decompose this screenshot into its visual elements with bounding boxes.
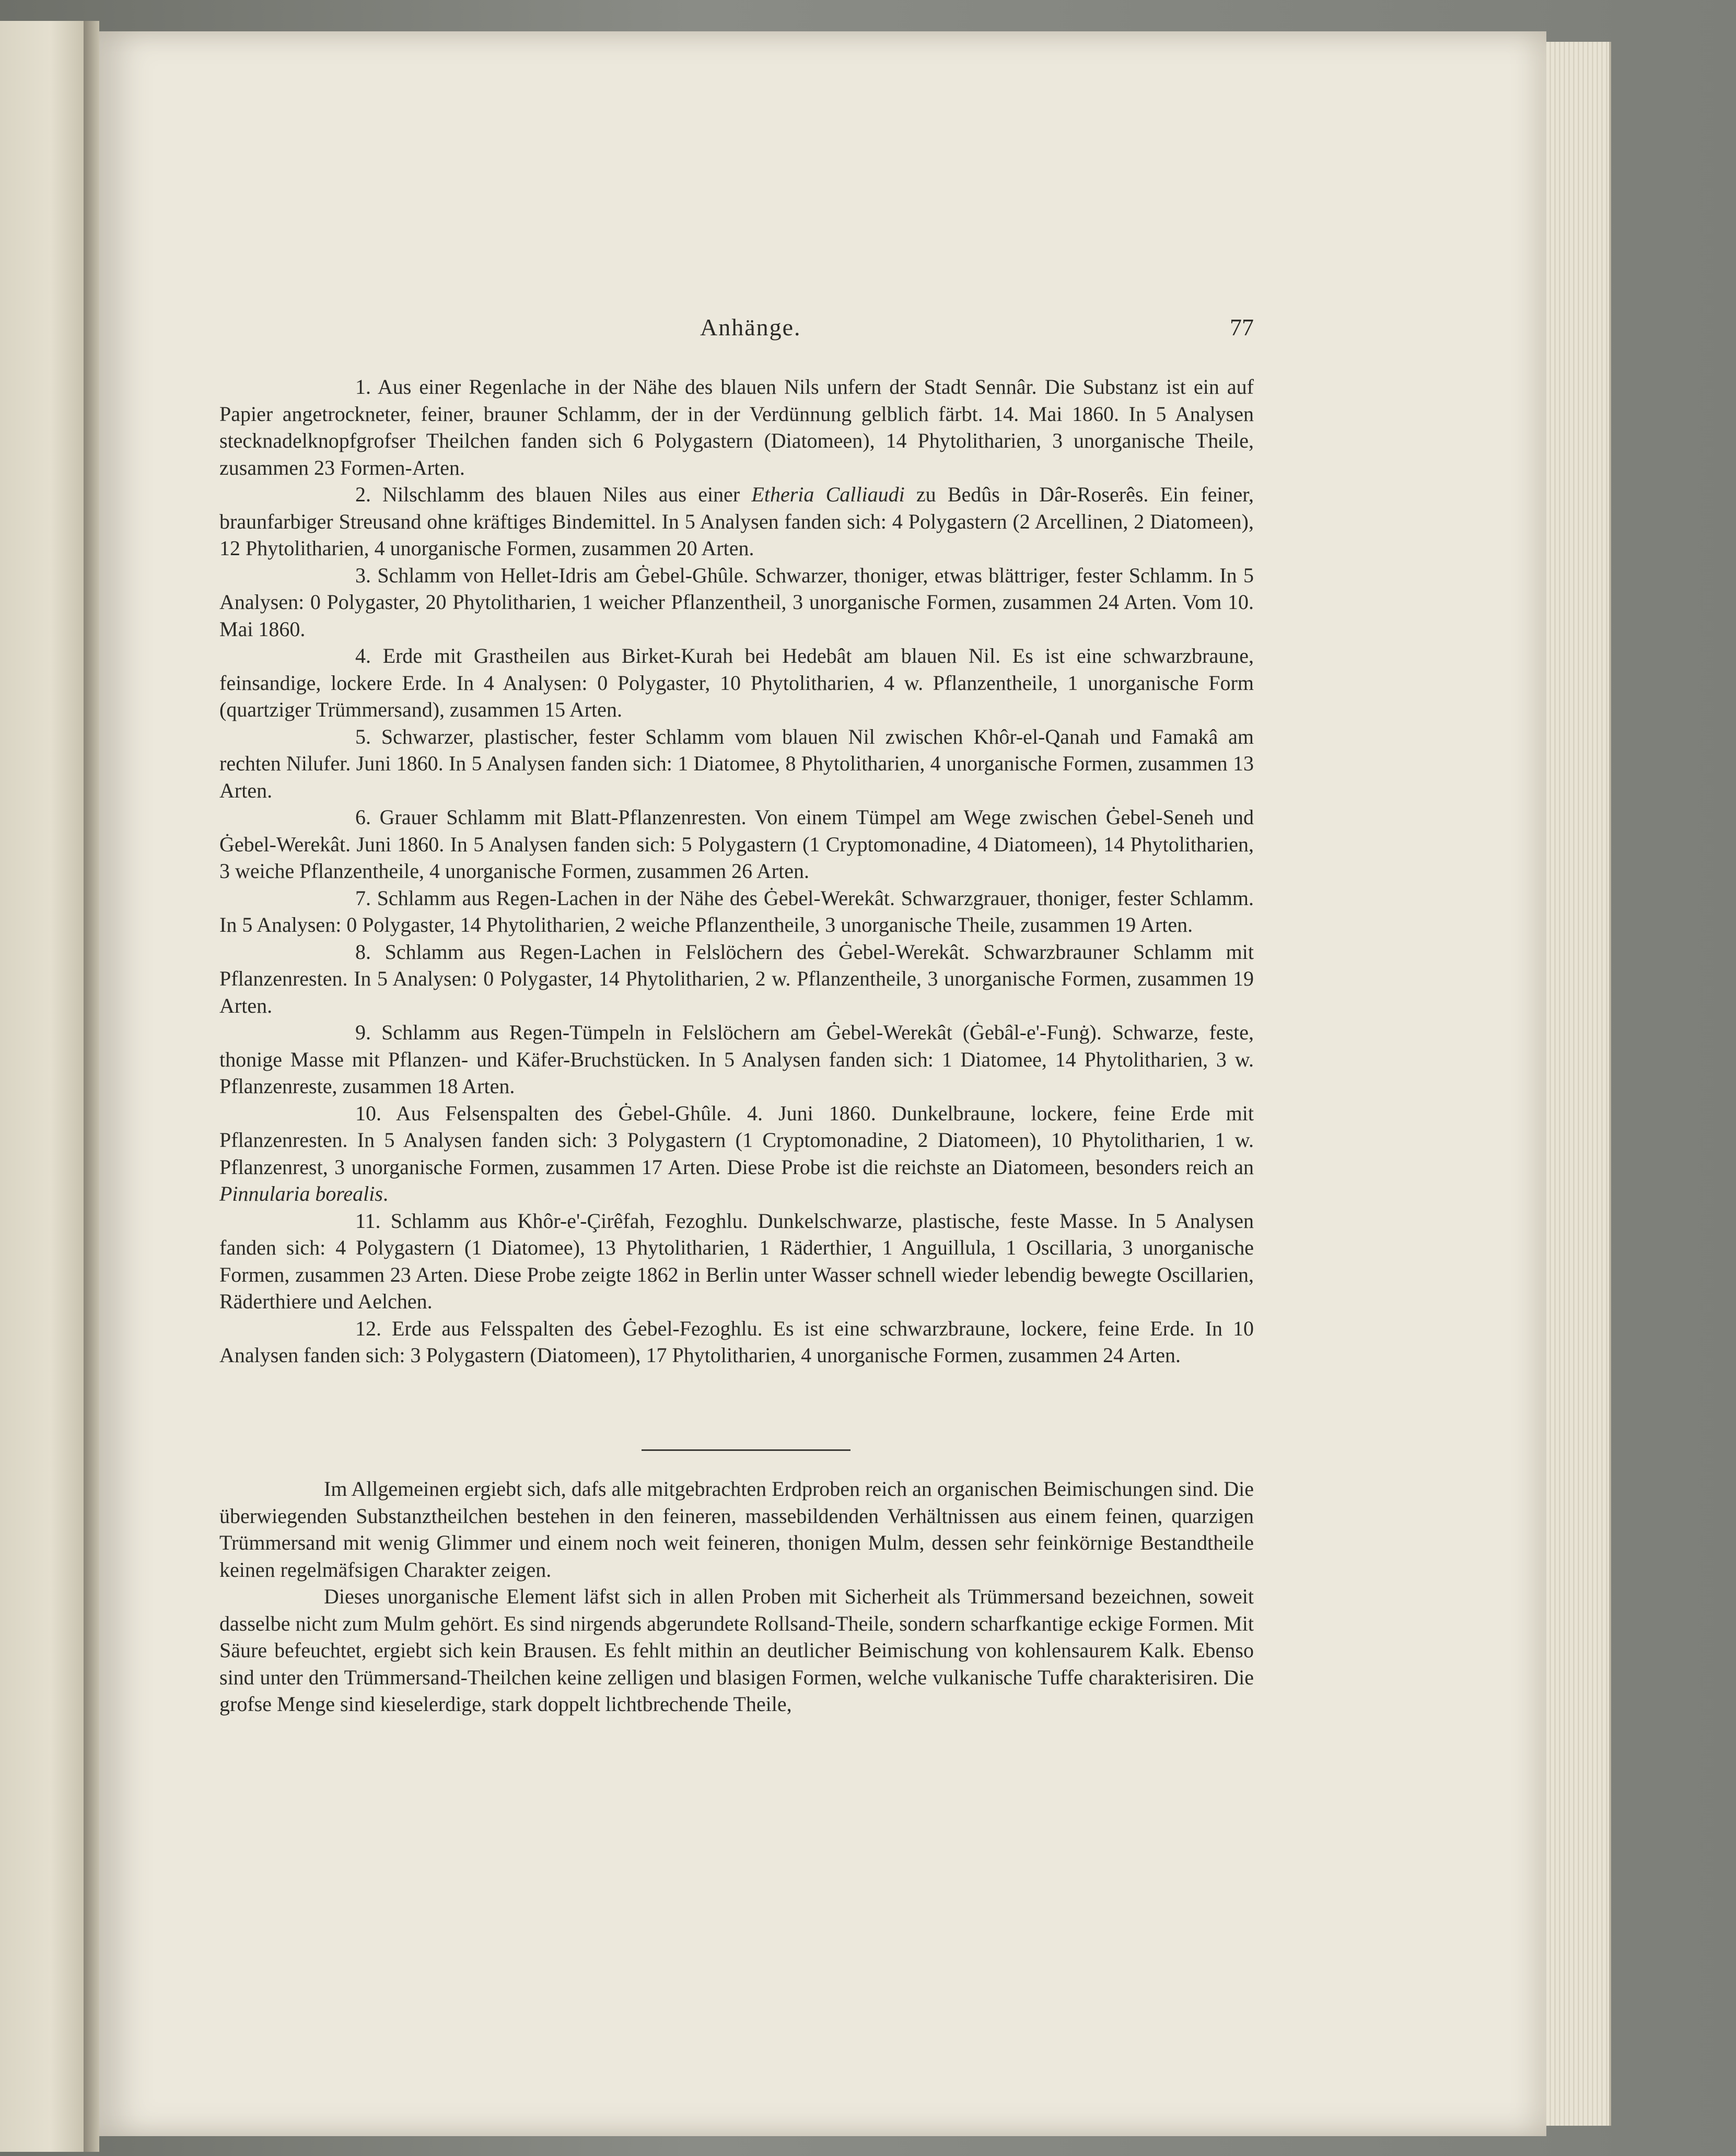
entry-6: 6. Grauer Schlamm mit Blatt-Pflanzenresten. Von einem Tümpel am Wege zwischen Ġebel-Seneh und Ġebel-Werekât. Juni 1860. In 5 Analysen fanden sich: 5 Polygastern (1 Cryptomonadine, 4 Diatomeen), 14 Phytolitharien, 3 weiche Pflanzentheile, 4 unorganische Formen, zusammen 26 Arten. <box>219 805 1254 883</box>
conclusion-text <box>219 1475 1254 1718</box>
entry-7: 7. Schlamm aus Regen-Lachen in der Nähe des Ġebel-Werekât. Schwarzgrauer, thoniger, fester Schlamm. In 5 Analysen: 0 Polygaster, 14 Phytolitharien, 2 weiche Pflanzentheile, 3 unorganische Theile, zusammen 19 Arten. <box>219 886 1254 936</box>
entry-9: 9. Schlamm aus Regen-Tümpeln in Felslöchern am Ġebel-Werekât (Ġebâl-e'-Funġ). Schwarze, feste, thonige Masse mit Pflanzen- und Käfer-Bruchstücken. In 5 Analysen fanden sich: 1 Diatomee, 14 Phytolitharien, 3 w. Pflanzenreste, zusammen 18 Arten. <box>219 1021 1254 1098</box>
entry-11: 11. Schlamm aus Khôr-e'-Çirêfah, Fezoghlu. Dunkelschwarze, plastische, feste Masse. In 5 Analysen fanden sich: 4 Polygastern (1 Diatomee), 13 Phytolitharien, 1 Räderthier, 1 Anguillula, 1 Oscillaria, 3 unorganische Formen, zusammen 23 Arten. Diese Probe zeigte 1862 in Berlin unter Wasser schnell wieder lebendig bewegte Oscillarien, Räderthiere und Aelchen. <box>219 1209 1254 1313</box>
page-stack-edges <box>1546 42 1611 2126</box>
page-number: 77 <box>1230 314 1254 341</box>
entry-2: 2. Nilschlamm des blauen Niles aus einer Etheria Calliaudi zu Bedûs in Dâr-Roserês. Ein feiner, braunfarbiger Streusand ohne kräftiges Bindemittel. In 5 Analysen fanden sich: 4 Polygastern (2 Arcellinen, 2 Diatomeen), 12 Phytolitharien, 4 unorganische Formen, zusammen 20 Arten. <box>219 483 1254 560</box>
entry-4: 4. Erde mit Grastheilen aus Birket-Kurah bei Hedebât am blauen Nil. Es ist eine schwarzbraune, feinsandige, lockere Erde. In 4 Analysen: 0 Polygaster, 10 Phytolitharien, 4 w. Pflanzentheile, 1 unorganische Form (quartziger Trümmersand), zusammen 15 Arten. <box>219 644 1254 721</box>
entry-3: 3. Schlamm von Hellet-Idris am Ġebel-Ghûle. Schwarzer, thoniger, etwas blättriger, fester Schlamm. In 5 Analysen: 0 Polygaster, 20 Phytolitharien, 1 weicher Pflanzentheil, 3 unorganische Formen, zusammen 24 Arten. Vom 10. Mai 1860. <box>219 563 1254 641</box>
running-title: Anhänge. <box>700 314 801 341</box>
left-page-edge <box>0 21 87 2152</box>
section-divider <box>642 1449 850 1451</box>
page-header <box>219 313 1254 360</box>
sample-list <box>219 373 1254 1369</box>
entry-10: 10. Aus Felsenspalten des Ġebel-Ghûle. 4. Juni 1860. Dunkelbraune, lockere, feine Erde mit Pflanzenresten. In 5 Analysen fanden sich: 3 Polygastern (1 Cryptomonadine, 2 Diatomeen), 10 Phytolitharien, 1 w. Pflanzenrest, 3 unorganische Formen, zusammen 17 Arten. Diese Probe ist die reichste an Diatomeen, besonders reich an Pinnularia borealis. <box>219 1101 1254 1205</box>
conclusion-paragraph-1: Im Allgemeinen ergiebt sich, dafs alle mitgebrachten Erdproben reich an organischen Beimischungen sind. Die überwiegenden Substanztheilchen bestehen in den feineren, massebildenden Verhältnissen aus einem feinen, quarzigen Trümmersand mit wenig Glimmer und einem noch weit feineren, thonigen Mulm, dessen sehr feinkörnige Bestandtheile keinen regelmäfsigen Charakter zeigen. <box>219 1477 1254 1581</box>
entry-5: 5. Schwarzer, plastischer, fester Schlamm vom blauen Nil zwischen Khôr-el-Qanah und Famakâ am rechten Nilufer. Juni 1860. In 5 Analysen fanden sich: 1 Diatomee, 8 Phytolitharien, 4 unorganische Formen, zusammen 13 Arten. <box>219 724 1254 802</box>
entry-8: 8. Schlamm aus Regen-Lachen in Felslöchern des Ġebel-Werekât. Schwarzbrauner Schlamm mit Pflanzenresten. In 5 Analysen: 0 Polygaster, 14 Phytolitharien, 2 w. Pflanzentheile, 3 unorganische Formen, zusammen 19 Arten. <box>219 940 1254 1017</box>
entry-1: 1. Aus einer Regenlache in der Nähe des blauen Nils unfern der Stadt Sennâr. Die Substanz ist ein auf Papier angetrockneter, feiner, brauner Schlamm, der in der Verdünnung gelblich färbt. 14. Mai 1860. In 5 Analysen stecknadelknopfgrofser Theilchen fanden sich 6 Polygastern (Diatomeen), 14 Phytolitharien, 3 unorganische Theile, zusammen 23 Formen-Arten. <box>219 375 1254 479</box>
conclusion-paragraph-2: Dieses unorganische Element läfst sich in allen Proben mit Sicherheit als Trümmersand bezeichnen, soweit dasselbe nicht zum Mulm gehört. Es sind nirgends abgerundete Rollsand-Theile, sondern scharfkantige eckige Formen. Mit Säure befeuchtet, ergiebt sich kein Brausen. Es fehlt mithin an deutlicher Beimischung von kohlensaurem Kalk. Ebenso sind unter den Trümmersand-Theilchen keine zelligen und blasigen Formen, welche vulkanische Tuffe charakterisiren. Die grofse Menge sind kieselerdige, stark doppelt lichtbrechende Theile, <box>219 1585 1254 1716</box>
book-gutter <box>84 21 99 2152</box>
entry-12: 12. Erde aus Felsspalten des Ġebel-Fezoghlu. Es ist eine schwarzbraune, lockere, feine Erde. In 10 Analysen fanden sich: 3 Polygastern (Diatomeen), 17 Phytolitharien, 4 unorganische Formen, zusammen 24 Arten. <box>219 1316 1254 1367</box>
